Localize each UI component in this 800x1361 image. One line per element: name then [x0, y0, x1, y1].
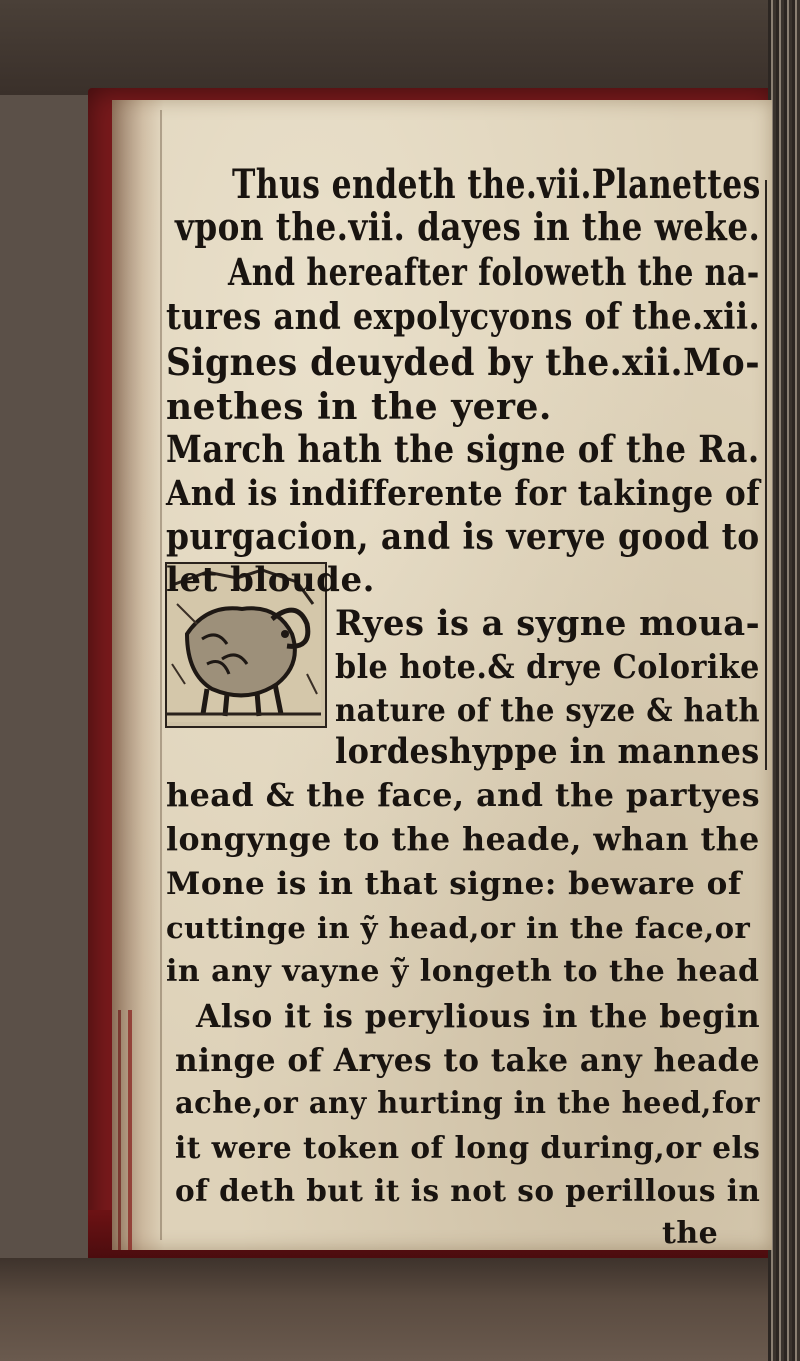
text-line: Mone is in that signe: beware of [166, 866, 742, 902]
text-line: head & the face, and the partyes [166, 776, 761, 814]
top-shadow [0, 0, 800, 95]
text-line: of deth but it is not so perillous in [175, 1174, 761, 1209]
catchword: the [662, 1216, 719, 1251]
text-line: let bloude. [166, 560, 375, 600]
gutter-ribbon [128, 1010, 132, 1250]
page-right-rule [765, 180, 767, 770]
text-line: ninge of Aryes to take any heade [175, 1041, 761, 1079]
text-line: Also it is perylious in the begin [196, 997, 761, 1035]
text-line: nature of the syze & hath [335, 691, 761, 729]
text-line: Signes deuyded by the.xii.Mo- [166, 340, 761, 384]
text-line: tures and expolycyons of the.xii. [166, 296, 761, 338]
text-line: March hath the signe of the Ra. [166, 427, 760, 471]
text-line: longynge to the heade, whan the [166, 820, 760, 858]
fore-edge [768, 0, 800, 1361]
text-line: ble hote.& drye Colorike [335, 647, 760, 686]
text-line: lordeshyppe in mannes [335, 731, 760, 772]
text-line: And hereafter foloweth the na- [228, 250, 760, 294]
text-line: nethes in the yere. [166, 386, 552, 428]
text-line: vpon the.vii. dayes in the weke. [175, 204, 761, 249]
gutter-fold-line [160, 110, 162, 1240]
bottom-shadow [0, 1258, 800, 1361]
text-line: Ryes is a sygne moua- [335, 603, 761, 644]
text-line: Thus endeth the.vii.Planettes [232, 161, 761, 208]
text-line: And is indifferente for takinge of [166, 473, 761, 514]
text-line: purgacion, and is verye good to [166, 516, 760, 558]
text-line: ache,or any hurting in the heed,for [175, 1086, 761, 1121]
text-line: in any vayne ỹ longeth to the head [166, 954, 760, 989]
text-line: cuttinge in ỹ head,or in the face,or [166, 911, 751, 945]
text-line: it were token of long during,or els [175, 1131, 761, 1166]
gutter-ribbon-shadow [118, 1010, 121, 1250]
